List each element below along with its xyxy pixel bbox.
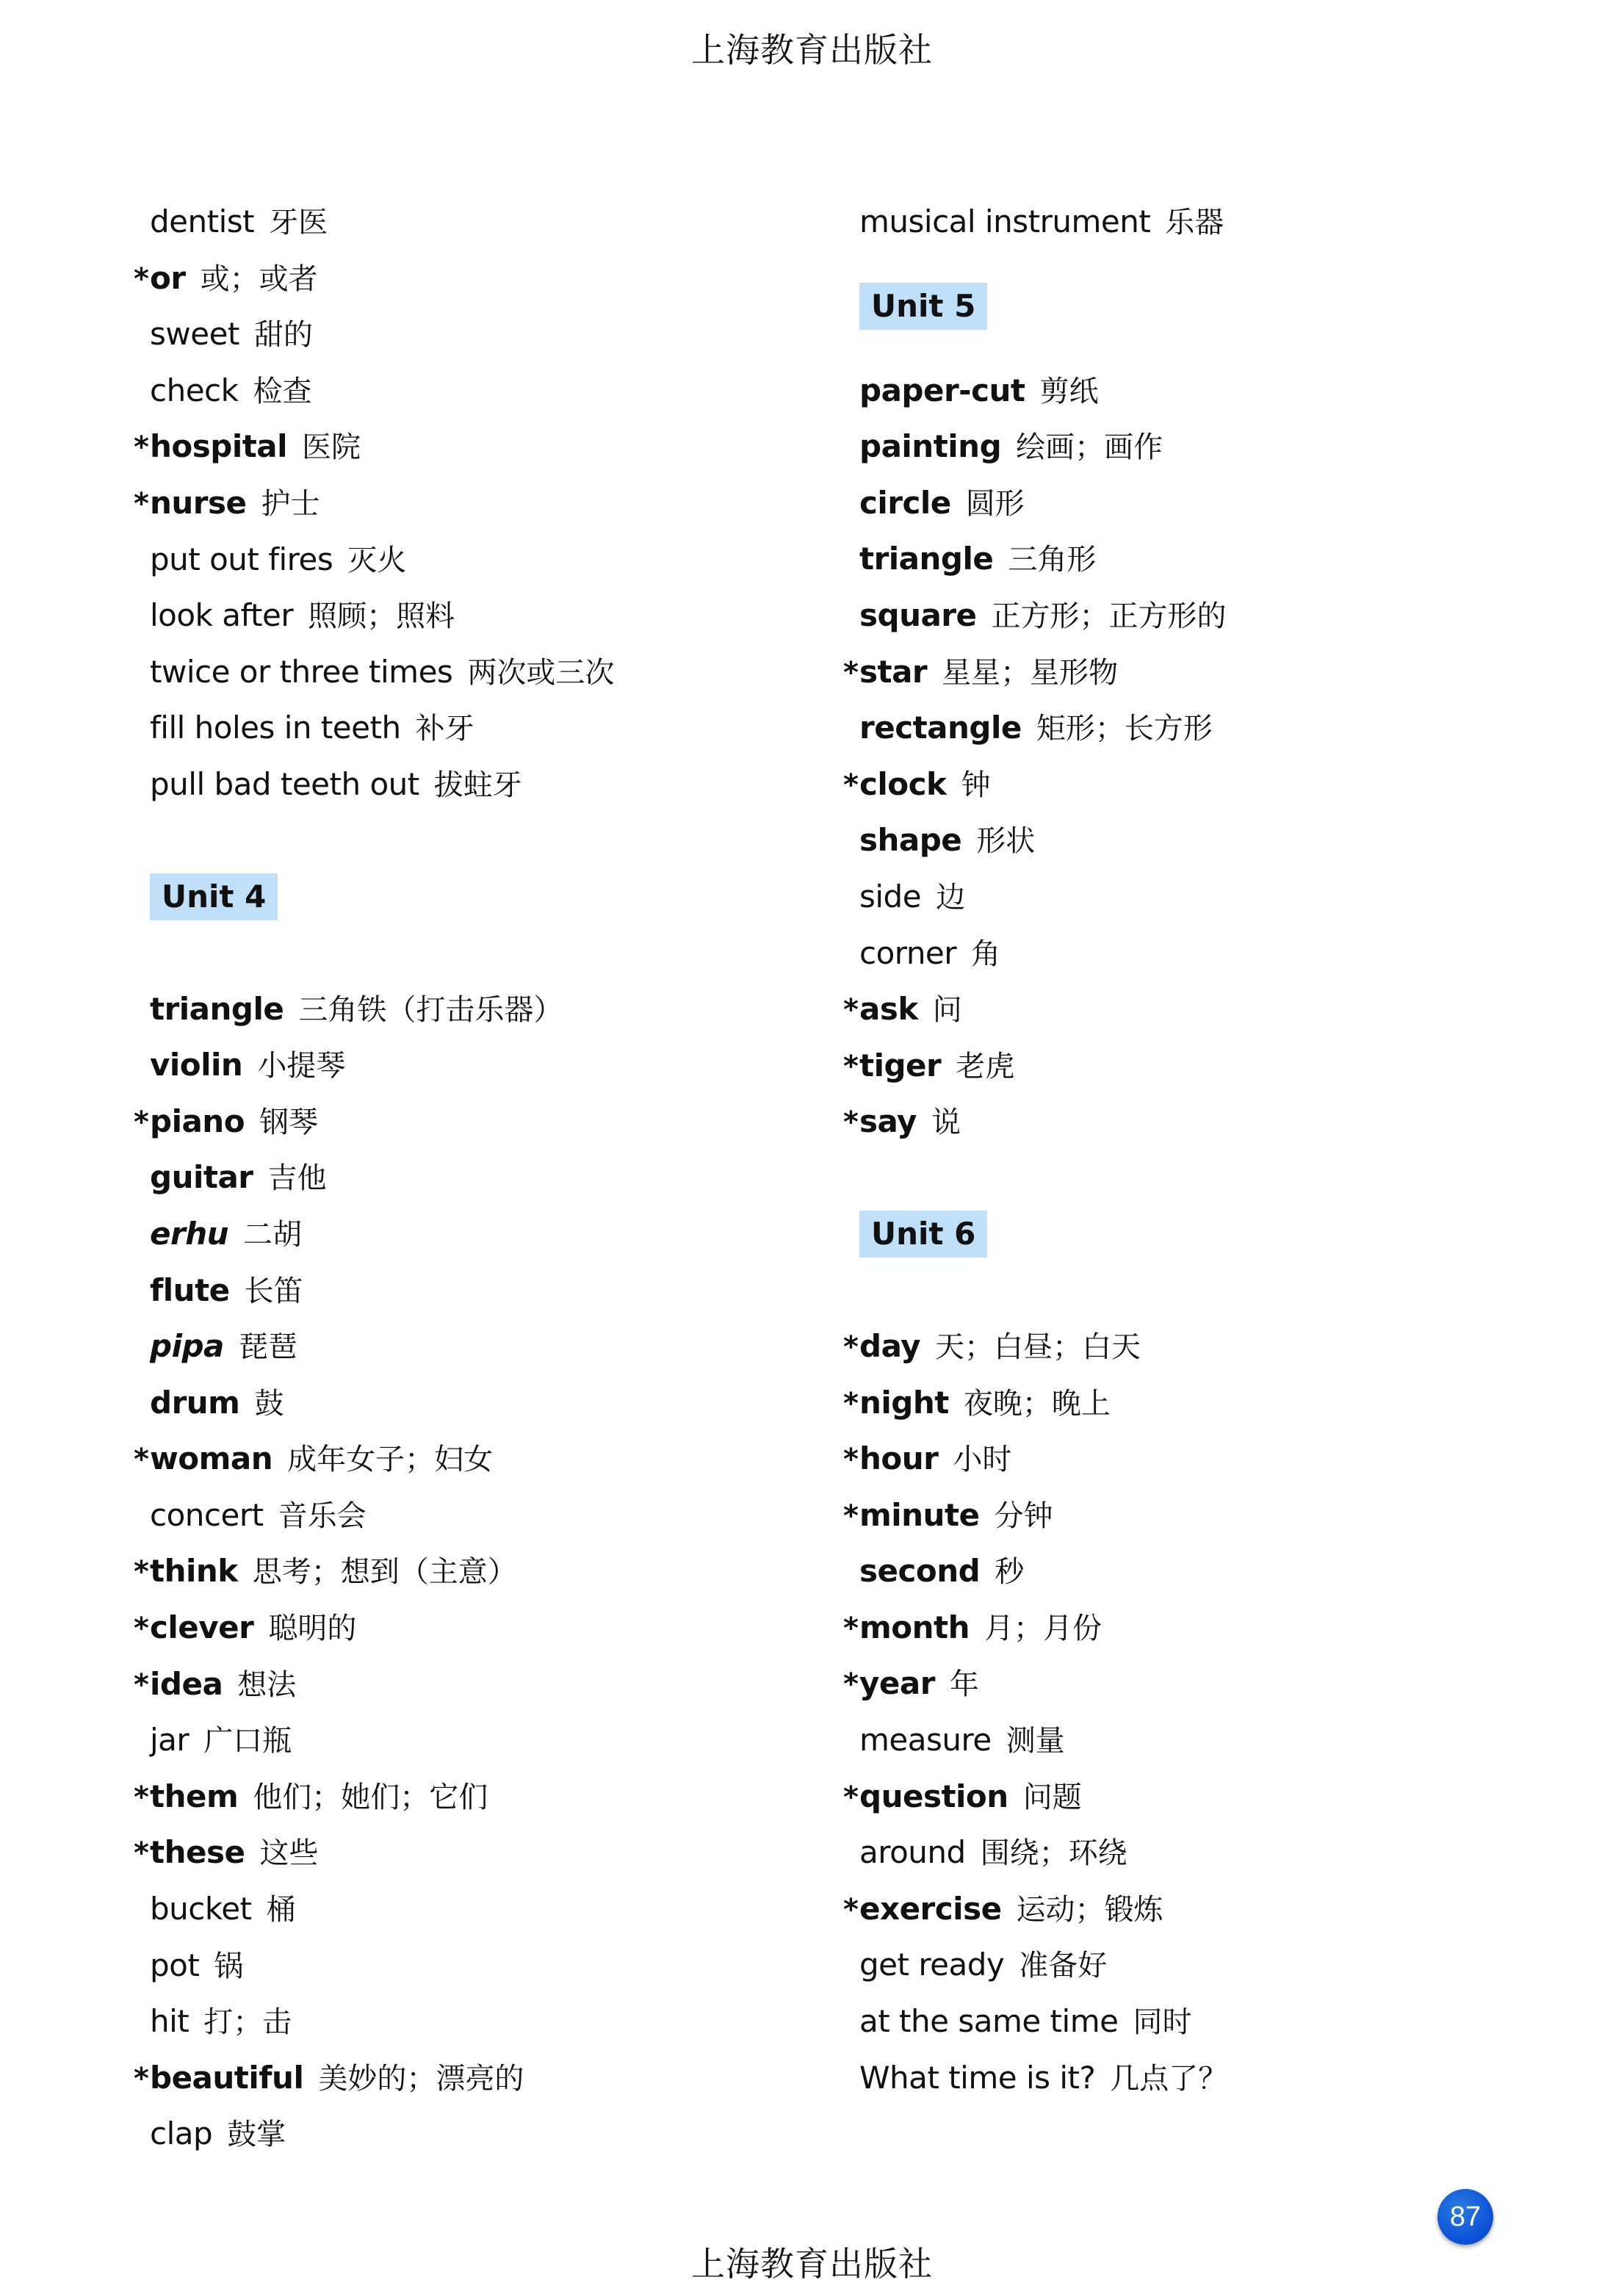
vocab-entry xyxy=(134,250,795,307)
vocab-meaning: 圆形 xyxy=(965,486,1025,521)
vocab-meaning: 护士 xyxy=(261,486,320,521)
vocab-meaning: 或；或者 xyxy=(200,261,318,296)
vocab-word: circle xyxy=(859,484,951,521)
vocab-meaning: 想法 xyxy=(237,1667,297,1702)
vocab-list-pre xyxy=(134,194,795,813)
required-star-mark: * xyxy=(843,1892,859,1927)
vocab-word: erhu xyxy=(150,1215,228,1252)
vocab-word: or xyxy=(150,259,186,296)
vocab-meaning: 秒 xyxy=(995,1555,1025,1590)
vocab-word: tiger xyxy=(859,1047,942,1083)
vocab-meaning: 鼓 xyxy=(254,1386,284,1421)
vocab-word: month xyxy=(859,1609,970,1645)
vocab-entry xyxy=(134,588,795,644)
vocab-word: paper-cut xyxy=(859,372,1025,408)
vocab-word: night xyxy=(859,1384,949,1421)
vocab-meaning: 广口瓶 xyxy=(203,1724,292,1759)
required-star-mark: * xyxy=(843,993,859,1028)
vocab-word: square xyxy=(859,596,977,633)
vocab-entry xyxy=(843,926,1504,982)
vocab-meaning: 说 xyxy=(931,1105,961,1140)
vocab-entry xyxy=(843,1825,1504,1881)
vocab-entry xyxy=(843,1600,1504,1656)
vocab-entry xyxy=(134,1938,795,1994)
vocab-meaning: 夜晚；晚上 xyxy=(963,1386,1111,1421)
vocab-word: check xyxy=(150,372,239,408)
required-star-mark: * xyxy=(134,1105,149,1139)
vocab-entry xyxy=(134,1263,795,1319)
vocab-word: at the same time xyxy=(859,2003,1119,2040)
vocab-entry xyxy=(134,1712,795,1769)
vocab-meaning: 星星；星形物 xyxy=(942,655,1119,690)
vocab-entry xyxy=(134,1094,795,1150)
vocab-word: triangle xyxy=(150,990,284,1027)
vocab-entry xyxy=(843,981,1504,1038)
unit-4-heading: Unit 4 xyxy=(150,873,278,920)
vocab-word: beautiful xyxy=(150,2059,304,2096)
vocab-entry xyxy=(134,700,795,757)
vocab-meaning: 剪纸 xyxy=(1039,374,1099,408)
vocab-entry xyxy=(843,1038,1504,1094)
vocab-entry xyxy=(134,1319,795,1375)
vocab-meaning: 桶 xyxy=(266,1893,296,1927)
vocab-entry xyxy=(843,588,1504,644)
publisher-header: 上海教育出版社 xyxy=(691,30,933,70)
left-column xyxy=(134,194,795,2163)
unit-4-heading-wrap xyxy=(134,813,795,981)
required-star-mark: * xyxy=(843,768,859,802)
vocab-entry xyxy=(843,644,1504,701)
vocab-word: dentist xyxy=(150,203,255,239)
vocab-word: bucket xyxy=(150,1891,252,1927)
vocab-meaning: 他们；她们；它们 xyxy=(253,1780,488,1814)
vocab-entry xyxy=(843,1487,1504,1544)
vocab-entry xyxy=(843,1319,1504,1375)
required-star-mark: * xyxy=(843,1780,859,1814)
vocab-meaning: 三角铁（打击乐器） xyxy=(298,992,563,1027)
vocab-entry xyxy=(134,1206,795,1263)
required-star-mark: * xyxy=(843,1611,859,1645)
vocab-word: pipa xyxy=(150,1328,224,1365)
required-star-mark: * xyxy=(134,1443,149,1477)
vocab-meaning: 围绕；环绕 xyxy=(980,1836,1127,1871)
vocab-entry xyxy=(134,475,795,532)
vocab-word: pot xyxy=(150,1947,200,1983)
vocab-entry xyxy=(843,2050,1504,2107)
vocab-entry xyxy=(134,532,795,588)
vocab-meaning: 角 xyxy=(971,937,1001,971)
vocab-word: piano xyxy=(150,1103,245,1139)
vocab-meaning: 绘画；画作 xyxy=(1016,430,1163,465)
required-star-mark: * xyxy=(134,1612,149,1646)
vocab-word: measure xyxy=(859,1722,992,1759)
vocab-entry xyxy=(843,475,1504,532)
required-star-mark: * xyxy=(134,261,149,296)
vocab-meaning: 小提琴 xyxy=(257,1049,346,1083)
vocab-entry xyxy=(134,1150,795,1206)
vocab-word: say xyxy=(859,1103,917,1140)
required-star-mark: * xyxy=(843,1049,859,1083)
vocab-meaning: 甜的 xyxy=(253,318,313,353)
unit-5-heading: Unit 5 xyxy=(859,283,987,330)
vocab-word: around xyxy=(859,1834,966,1871)
vocab-entry xyxy=(134,1881,795,1938)
vocab-entry xyxy=(843,1769,1504,1825)
vocab-word: guitar xyxy=(150,1159,253,1196)
vocab-meaning: 长笛 xyxy=(244,1274,303,1308)
vocab-meaning: 几点了？ xyxy=(1110,2061,1228,2096)
vocab-entry xyxy=(134,194,795,250)
vocab-entry xyxy=(134,1825,795,1881)
vocab-word: shape xyxy=(859,822,962,859)
vocab-word: concert xyxy=(150,1496,264,1533)
vocab-word: nurse xyxy=(150,484,247,521)
vocab-meaning: 运动；锻炼 xyxy=(1016,1892,1163,1927)
vocab-entry xyxy=(843,363,1504,419)
vocab-word: clap xyxy=(150,2116,213,2152)
vocab-entry xyxy=(134,1543,795,1600)
vocab-list-unit-6 xyxy=(843,1319,1504,2106)
required-star-mark: * xyxy=(134,1555,149,1590)
vocab-word: day xyxy=(859,1327,920,1364)
vocab-word: get ready xyxy=(859,1947,1005,1983)
vocab-meaning: 正方形；正方形的 xyxy=(991,599,1227,633)
unit-6-heading: Unit 6 xyxy=(859,1211,987,1258)
vocab-meaning: 拔蛀牙 xyxy=(433,768,522,802)
vocab-entry xyxy=(134,1769,795,1825)
required-star-mark: * xyxy=(134,1667,149,1702)
required-star-mark: * xyxy=(134,486,149,521)
vocab-word: year xyxy=(859,1665,935,1702)
vocab-word: minute xyxy=(859,1496,980,1533)
vocab-meaning: 吉他 xyxy=(267,1161,327,1196)
vocab-entry xyxy=(134,644,795,701)
vocab-entry xyxy=(134,1431,795,1487)
vocab-meaning: 成年女子；妇女 xyxy=(287,1443,494,1477)
vocab-meaning: 二胡 xyxy=(243,1217,302,1252)
vocab-entry xyxy=(134,1487,795,1544)
vocab-entry xyxy=(134,757,795,813)
vocab-meaning: 老虎 xyxy=(956,1049,1015,1083)
vocab-meaning: 聪明的 xyxy=(268,1612,357,1646)
vocab-word: woman xyxy=(150,1440,273,1477)
vocab-meaning: 天；白昼；白天 xyxy=(935,1330,1141,1364)
vocab-meaning: 思考；想到（主意） xyxy=(252,1555,517,1590)
vocab-word: clever xyxy=(150,1609,254,1646)
vocab-meaning: 测量 xyxy=(1006,1724,1065,1759)
required-star-mark: * xyxy=(843,1386,859,1421)
vocab-word: think xyxy=(150,1553,238,1590)
vocab-meaning: 乐器 xyxy=(1165,206,1224,239)
vocab-entry xyxy=(843,419,1504,475)
vocab-meaning: 小时 xyxy=(953,1443,1012,1477)
vocab-word: look after xyxy=(150,597,294,634)
vocab-meaning: 问题 xyxy=(1022,1780,1082,1814)
vocab-word: hit xyxy=(150,2003,190,2040)
vocab-word: sweet xyxy=(150,316,239,353)
vocab-meaning: 医院 xyxy=(302,430,361,465)
required-star-mark: * xyxy=(843,1443,859,1477)
vocab-meaning: 同时 xyxy=(1133,2005,1192,2040)
vocab-entry xyxy=(843,194,1504,250)
vocab-meaning: 鼓掌 xyxy=(227,2118,286,2152)
vocab-list-unit-5 xyxy=(843,363,1504,1150)
vocab-word: triangle xyxy=(859,541,994,577)
vocab-word: fill holes in teeth xyxy=(150,710,401,746)
vocab-entry xyxy=(134,1656,795,1713)
required-star-mark: * xyxy=(843,1330,859,1364)
vocab-entry xyxy=(843,869,1504,926)
vocab-meaning: 打；击 xyxy=(203,2005,292,2040)
required-star-mark: * xyxy=(134,430,149,465)
vocab-meaning: 钟 xyxy=(961,768,991,802)
vocab-list-pre xyxy=(843,194,1504,250)
required-star-mark: * xyxy=(843,1105,859,1140)
vocab-entry xyxy=(843,1543,1504,1600)
vocab-meaning: 钢琴 xyxy=(259,1105,319,1139)
vocab-word: hour xyxy=(859,1440,939,1477)
vocab-entry xyxy=(134,981,795,1038)
unit-5-heading-wrap xyxy=(843,250,1504,363)
vocab-word: drum xyxy=(150,1384,240,1421)
vocab-meaning: 琵琶 xyxy=(238,1330,297,1365)
vocab-entry xyxy=(134,419,795,475)
required-star-mark: * xyxy=(843,1667,859,1702)
vocab-entry xyxy=(843,1712,1504,1769)
vocab-entry xyxy=(134,1037,795,1094)
vocab-list-unit-4 xyxy=(134,981,795,2163)
vocab-word: violin xyxy=(150,1047,243,1083)
vocab-word: star xyxy=(859,653,928,690)
vocab-entry xyxy=(134,1600,795,1656)
vocab-entry xyxy=(134,363,795,419)
vocab-meaning: 月；月份 xyxy=(984,1611,1102,1645)
vocab-entry xyxy=(843,1994,1504,2050)
vocab-meaning: 牙医 xyxy=(269,206,328,239)
required-star-mark: * xyxy=(843,655,859,690)
required-star-mark: * xyxy=(134,1836,149,1871)
vocab-word: rectangle xyxy=(859,710,1022,746)
vocab-meaning: 问 xyxy=(932,993,962,1028)
vocab-meaning: 补牙 xyxy=(415,712,474,746)
vocab-word: put out fires xyxy=(150,541,333,577)
vocab-word: exercise xyxy=(859,1890,1002,1927)
vocab-entry xyxy=(843,1375,1504,1432)
vocab-word: ask xyxy=(859,991,918,1028)
vocab-entry xyxy=(843,700,1504,757)
vocab-entry xyxy=(134,2106,795,2163)
vocab-meaning: 三角形 xyxy=(1008,543,1097,577)
vocab-word: question xyxy=(859,1778,1008,1814)
page-number-badge: 87 xyxy=(1437,2189,1493,2245)
vocab-meaning: 美妙的；漂亮的 xyxy=(318,2061,524,2096)
vocab-word: painting xyxy=(859,428,1002,465)
vocab-meaning: 准备好 xyxy=(1019,1949,1108,1983)
vocab-entry xyxy=(134,2050,795,2107)
vocab-meaning: 音乐会 xyxy=(278,1498,367,1533)
vocab-entry xyxy=(843,1881,1504,1938)
vocab-word: pull bad teeth out xyxy=(150,765,419,802)
vocab-meaning: 检查 xyxy=(253,374,312,408)
vocab-word: side xyxy=(859,878,922,915)
vocab-entry xyxy=(843,1094,1504,1150)
vocab-word: idea xyxy=(150,1665,223,1702)
required-star-mark: * xyxy=(843,1498,859,1533)
vocab-meaning: 这些 xyxy=(259,1836,319,1871)
vocab-meaning: 边 xyxy=(936,880,966,915)
vocab-entry xyxy=(843,1656,1504,1712)
vocab-entry xyxy=(843,531,1504,588)
vocab-entry xyxy=(843,757,1504,813)
vocab-meaning: 照顾；照料 xyxy=(308,599,455,634)
vocab-word: these xyxy=(150,1834,245,1871)
vocab-meaning: 锅 xyxy=(214,1949,244,1983)
vocab-meaning: 形状 xyxy=(976,824,1036,859)
required-star-mark: * xyxy=(134,2061,149,2096)
vocab-entry xyxy=(843,1937,1504,1994)
publisher-footer: 上海教育出版社 xyxy=(691,2244,933,2284)
vocab-word: clock xyxy=(859,765,947,802)
vocab-word: flute xyxy=(150,1272,230,1308)
vocab-entry xyxy=(134,1375,795,1432)
vocab-entry xyxy=(134,1994,795,2050)
vocab-word: corner xyxy=(859,934,957,971)
vocab-word: hospital xyxy=(150,428,288,465)
vocab-word: jar xyxy=(150,1722,190,1759)
vocab-meaning: 矩形；长方形 xyxy=(1036,712,1213,746)
unit-6-heading-wrap xyxy=(843,1150,1504,1319)
vocab-meaning: 两次或三次 xyxy=(467,655,615,690)
vocab-entry xyxy=(843,1431,1504,1487)
vocab-word: musical instrument xyxy=(859,203,1151,239)
vocab-word: What time is it? xyxy=(859,2059,1096,2096)
vocab-meaning: 年 xyxy=(949,1667,979,1702)
vocab-word: second xyxy=(859,1553,981,1590)
vocab-word: them xyxy=(150,1778,239,1814)
vocab-entry xyxy=(843,812,1504,869)
required-star-mark: * xyxy=(134,1780,149,1814)
vocab-word: twice or three times xyxy=(150,653,453,690)
vocab-meaning: 灭火 xyxy=(347,543,407,577)
vocab-meaning: 分钟 xyxy=(994,1498,1053,1533)
right-column xyxy=(843,194,1504,2106)
vocab-entry xyxy=(134,306,795,363)
